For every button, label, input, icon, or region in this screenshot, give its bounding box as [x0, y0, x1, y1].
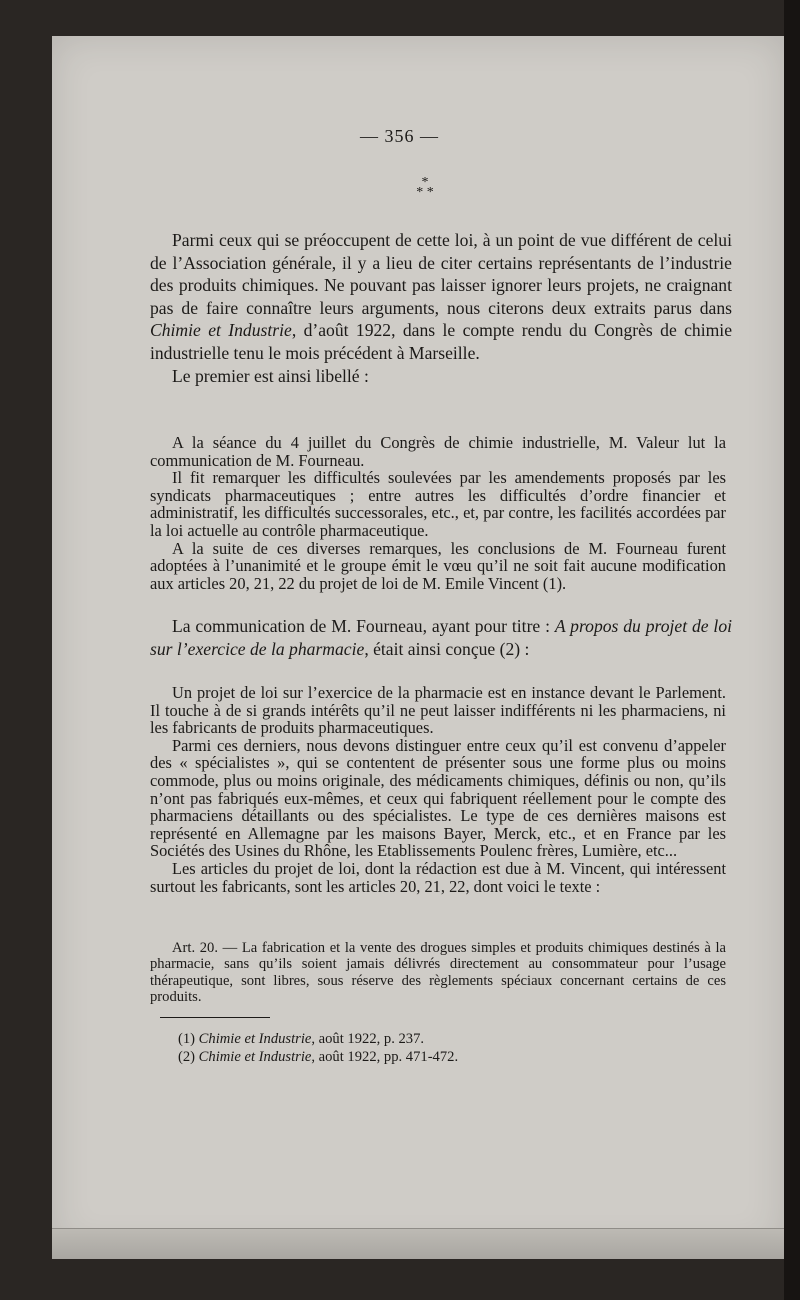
communication-paragraph: La communication de M. Fourneau, ayant pour titre : A propos du projet de loi sur l’exercice de la pharmacie, était ainsi conçue (2) : [150, 616, 733, 659]
intro-second-paragraph: Le premier est ainsi libellé : [172, 365, 369, 386]
article-20: Art. 20. — La fabrication et la vente des drogues simples et produits chimiques destinés à la pharmacie, sans qu’ils soient jamais délivrés directement au consommateur pour l’usage thérapeutique, sont libres, sous réserve des règlements spéciaux concernant certains de ces produits. [150, 940, 726, 1005]
intro-paragraph: Parmi ceux qui se préoccupent de cette loi, à un point de vue différent de celui de l’Association générale, il y a lieu de citer certains représentants de l’industrie des produits chimiques. Ne pouvant pas laisser ignorer leurs projets, ne craignant pas de faire connaître leurs arguments, nous citerons deux extraits parus dans Chimie et Industrie, d’août 1922, dans le compte rendu du Congrès de chimie industrielle tenu le mois précédent à Marseille. Le premier est ainsi libellé : [150, 230, 732, 386]
quote-block-2: Un projet de loi sur l’exercice de la pharmacie est en instance devant le Parlement. Il touche à de si grands intérêts qu’il ne peut laisser indifférents ni les pharmaciens, ni les fabricants de produits pharmaceutiques. Parmi ces derniers, nous devons distinguer entre ceux qu’il est convenu d’appeler des « spécialistes », qui se contentent de présenter sous une forme plus ou moins commode, plus ou moins originale, des médicaments chimiques, définis ou non, qu’ils n’ont pas fabriqués eux-mêmes, et ceux qui fabriquent réellement pour le compte des pharmaciens détaillants ou des spécialistes. Le type de ces dernières maisons est représenté en Allemagne par les maisons Bayer, Merck, etc., et en France par les Sociétés des Usines du Rhône, les Etablissements Poulenc frères, Lumière, etc... Les articles du projet de loi, dont la rédaction est due à M. Vincent, qui intéressent surtout les fabricants, sont les articles 20, 21, 22, dont voici le texte : [150, 683, 726, 896]
page-number: — 356 — [360, 126, 439, 146]
footnote-rule [160, 1017, 270, 1018]
footnote-2: (2) Chimie et Industrie, août 1922, pp. 471-472. [178, 1049, 459, 1065]
footnotes [178, 1030, 678, 1066]
section-separator: * * * [416, 175, 434, 200]
footnote-1: (1) Chimie et Industrie, août 1922, p. 237. [178, 1031, 425, 1047]
scan-border [784, 0, 800, 1300]
page-bottom-edge [52, 1228, 784, 1259]
quote-block-1: A la séance du 4 juillet du Congrès de chimie industrielle, M. Valeur lut la communication de M. Fourneau. Il fit remarquer les difficultés soulevées par les amendements proposés par les syndicats pharmaceutiques ; entre autres les difficultés d’ordre financier et administratif, les difficultés successorales, etc., et, par contre, les facilités accordées par la loi actuelle au contrôle pharmaceutique. A la suite de ces diverses remarques, les conclusions de M. Fourneau furent adoptées à l’unanimité et le groupe émit le vœu qu’il ne soit fait aucune modification aux articles 20, 21, 22 du projet de loi de M. Emile Vincent (1). [150, 433, 726, 593]
